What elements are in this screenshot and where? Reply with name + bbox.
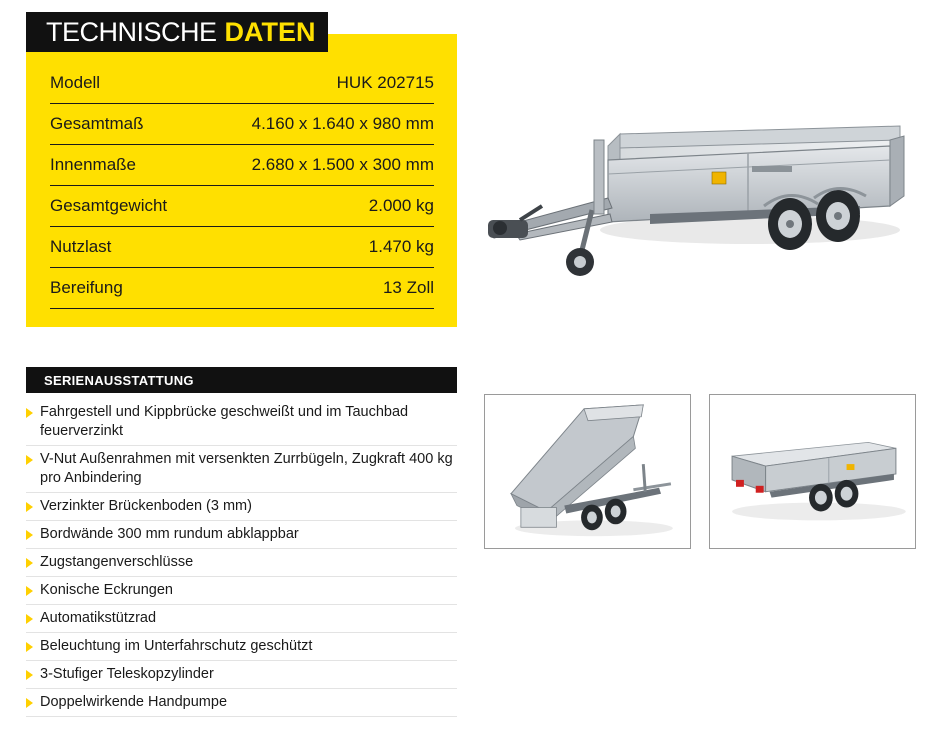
spec-label: Nutzlast [50, 237, 112, 256]
trailer-hero-image [480, 110, 920, 300]
triangle-bullet-icon [26, 530, 33, 540]
spec-row-payload [50, 227, 434, 268]
spec-row-total-size [50, 104, 434, 145]
features-list [26, 399, 457, 717]
feature-text: Fahrgestell und Kippbrücke geschweißt und im Tauchbad feuerverzinkt [40, 404, 409, 439]
spec-value: 4.160 x 1.640 x 980 mm [251, 114, 434, 133]
list-item [26, 605, 457, 633]
list-item [26, 521, 457, 549]
spec-title-part1: TECHNISCHE [46, 16, 217, 47]
list-item [26, 399, 457, 446]
spec-title [26, 12, 328, 52]
list-item [26, 493, 457, 521]
feature-text: 3-Stufiger Teleskopzylinder [40, 666, 214, 682]
feature-text: Doppelwirkende Handpumpe [40, 694, 228, 710]
triangle-bullet-icon [26, 670, 33, 680]
trailer-rear-icon [710, 395, 915, 548]
spec-title-part2: DATEN [224, 16, 316, 47]
triangle-bullet-icon [26, 502, 33, 512]
spec-label: Gesamtgewicht [50, 196, 168, 215]
list-item [26, 577, 457, 605]
triangle-bullet-icon [26, 455, 33, 465]
features-title: SERIENAUSSTATTUNG [26, 367, 457, 393]
spec-value: HUK 202715 [336, 73, 434, 92]
feature-text: Zugstangenverschlüsse [40, 554, 194, 570]
feature-text: V-Nut Außenrahmen mit versenkten Zurrbügeln, Zugkraft 400 kg pro Anbindering [40, 451, 453, 486]
spec-label: Gesamtmaß [50, 114, 144, 133]
feature-text: Automatikstützrad [40, 610, 157, 626]
trailer-tipped-icon [485, 395, 690, 548]
list-item [26, 661, 457, 689]
trailer-front-icon [480, 110, 920, 300]
list-item [26, 549, 457, 577]
feature-text: Bordwände 300 mm rundum abklappbar [40, 526, 299, 542]
list-item [26, 446, 457, 493]
feature-text: Verzinkter Brückenboden (3 mm) [40, 498, 252, 514]
thumbnail-tipped-trailer[interactable] [484, 394, 691, 549]
spec-row-model [50, 63, 434, 104]
triangle-bullet-icon [26, 558, 33, 568]
spec-label: Modell [50, 73, 101, 92]
spec-value: 2.000 kg [368, 196, 434, 215]
spec-value: 1.470 kg [368, 237, 434, 256]
triangle-bullet-icon [26, 698, 33, 708]
list-item [26, 633, 457, 661]
spec-row-total-weight [50, 186, 434, 227]
feature-text: Beleuchtung im Unterfahrschutz geschützt [40, 638, 313, 654]
triangle-bullet-icon [26, 642, 33, 652]
spec-row-tires [50, 268, 434, 309]
triangle-bullet-icon [26, 586, 33, 596]
spec-value: 2.680 x 1.500 x 300 mm [251, 155, 434, 174]
triangle-bullet-icon [26, 614, 33, 624]
triangle-bullet-icon [26, 408, 33, 418]
spec-value: 13 Zoll [382, 278, 434, 297]
spec-label: Innenmaße [50, 155, 136, 174]
thumbnail-rear-trailer[interactable] [709, 394, 916, 549]
spec-label: Bereifung [50, 278, 123, 297]
feature-text: Konische Eckrungen [40, 582, 173, 598]
list-item [26, 689, 457, 717]
spec-row-inner-size [50, 145, 434, 186]
spec-table [50, 63, 434, 309]
